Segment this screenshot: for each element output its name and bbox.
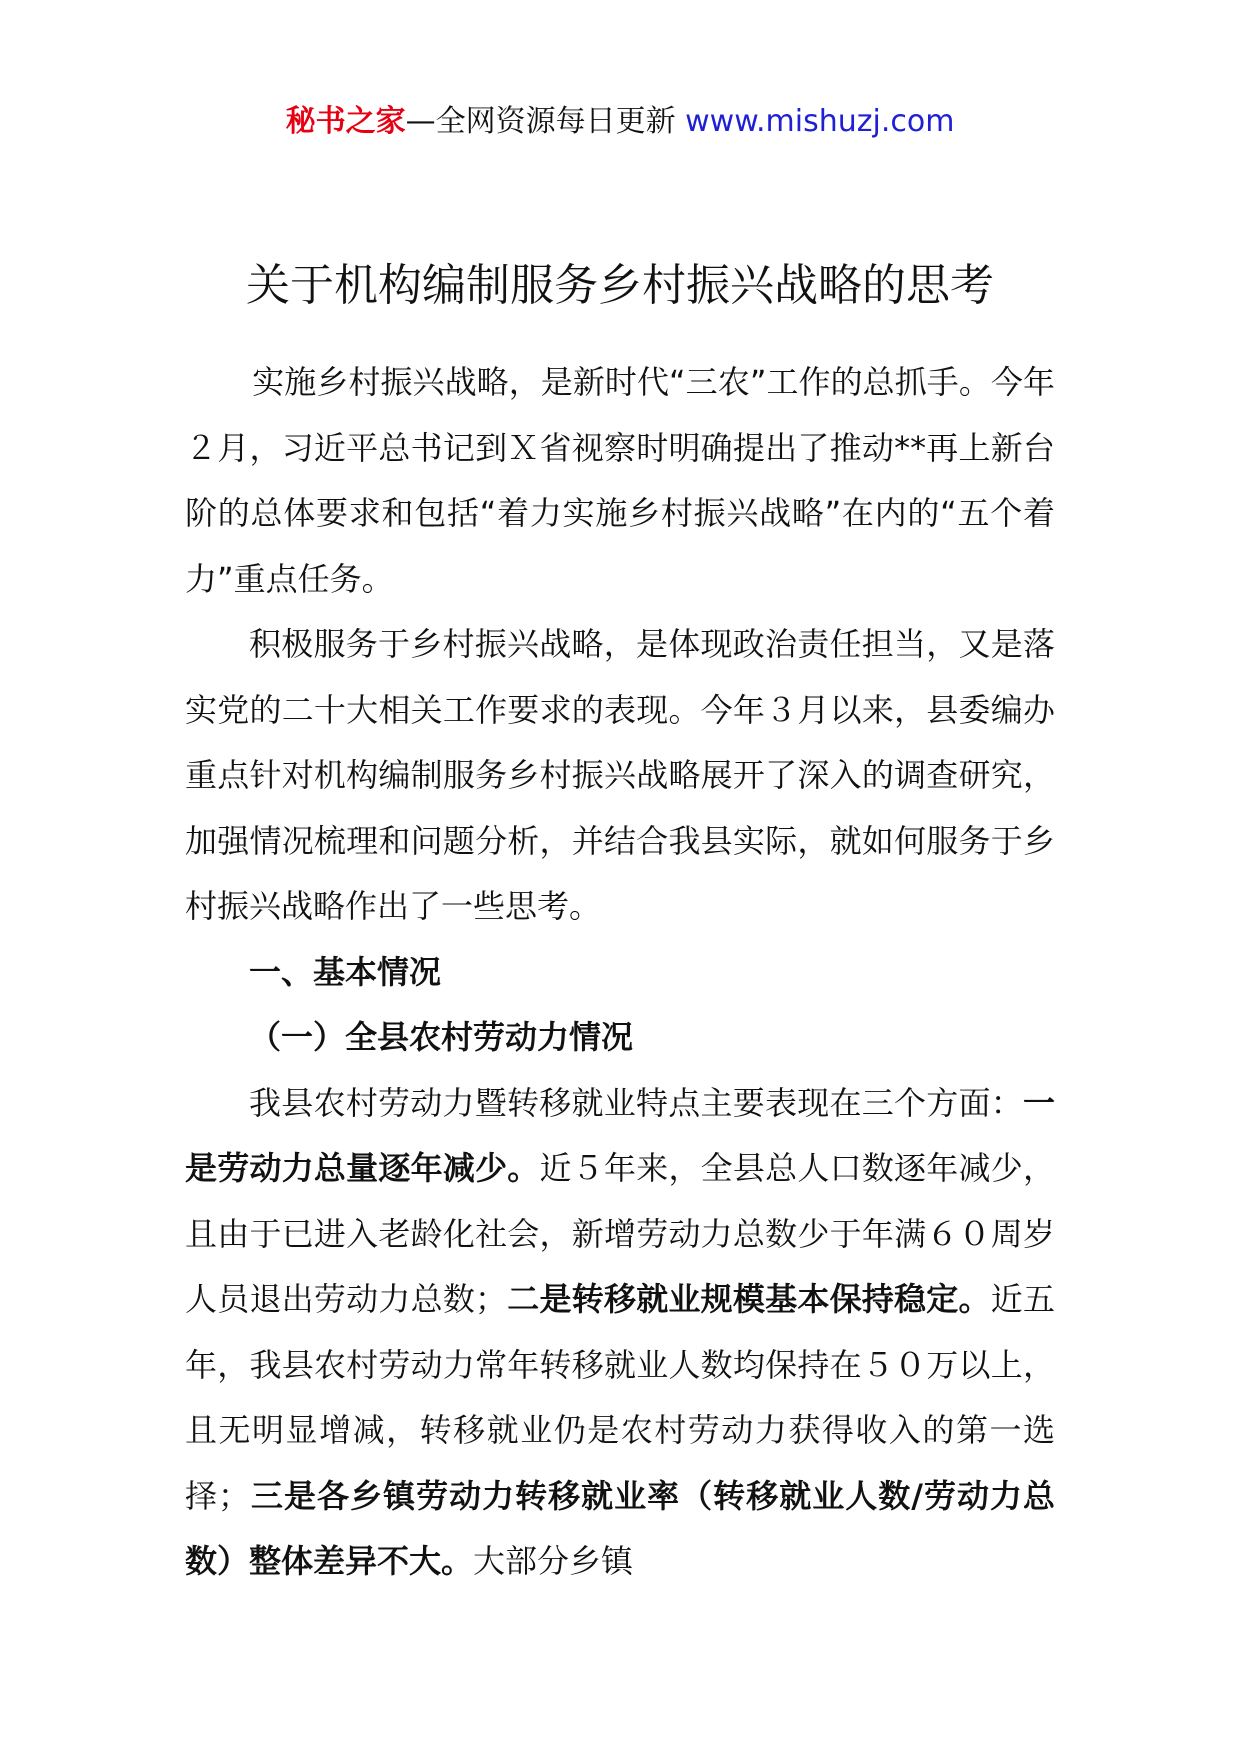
site-url-link[interactable]: www.mishuzj.com xyxy=(685,104,955,139)
point-one-detail: 近５年来，全县总人口数逐年减少，且由于已进入老龄化社会，新增劳动力总数少于年满６０周岁人员退出劳动力总数； xyxy=(185,1149,1055,1318)
header-tagline: —全网资源每日更新 xyxy=(405,104,686,139)
document-title: 关于机构编制服务乡村振兴战略的思考 xyxy=(246,260,994,311)
site-header xyxy=(0,100,1240,144)
paragraph-purpose: 积极服务于乡村振兴战略，是体现政治责任担当，又是落实党的二十大相关工作要求的表现。今年３月以来，县委编办重点针对机构编制服务乡村振兴战略展开了深入的调查研究，加强情况梳理和问题分析，并结合我县实际，就如何服务于乡村振兴战略作出了一些思考。 xyxy=(185,625,1055,925)
point-two-summary: 二是转移就业规模基本保持稳定。 xyxy=(507,1280,991,1318)
point-three-detail: 大部分乡镇 xyxy=(473,1542,634,1580)
paragraph-labor-characteristics xyxy=(185,1071,1055,1595)
section-heading-basic-situation: 一、基本情况 xyxy=(249,952,442,991)
brand-name: 秘书之家 xyxy=(285,104,406,139)
point-two-detail: 近五年，我县农村劳动力常年转移就业人数均保持在５０万以上，且无明显增减，转移就业仍是农村劳动力获得收入的第一选择； xyxy=(185,1280,1055,1515)
point-one-summary: 一是劳动力总量逐年减少。 xyxy=(185,1083,1055,1187)
paragraph-labor-intro: 我县农村劳动力暨转移就业特点主要表现在三个方面： xyxy=(249,1083,1023,1122)
subsection-heading-rural-labor: （一）全县农村劳动力情况 xyxy=(249,1018,634,1056)
document-body xyxy=(185,350,1055,1595)
paragraph-intro: 实施乡村振兴战略，是新时代“三农”工作的总抓手。今年２月，习近平总书记到Ｘ省视察时明确提出了推动**再上新台阶的总体要求和包括“着力实施乡村振兴战略”在内的“五个着力”重点任务。 xyxy=(185,363,1055,598)
point-three-summary: 三是各乡镇劳动力转移就业率（转移就业人数/劳动力总数）整体差异不大。 xyxy=(185,1476,1055,1580)
